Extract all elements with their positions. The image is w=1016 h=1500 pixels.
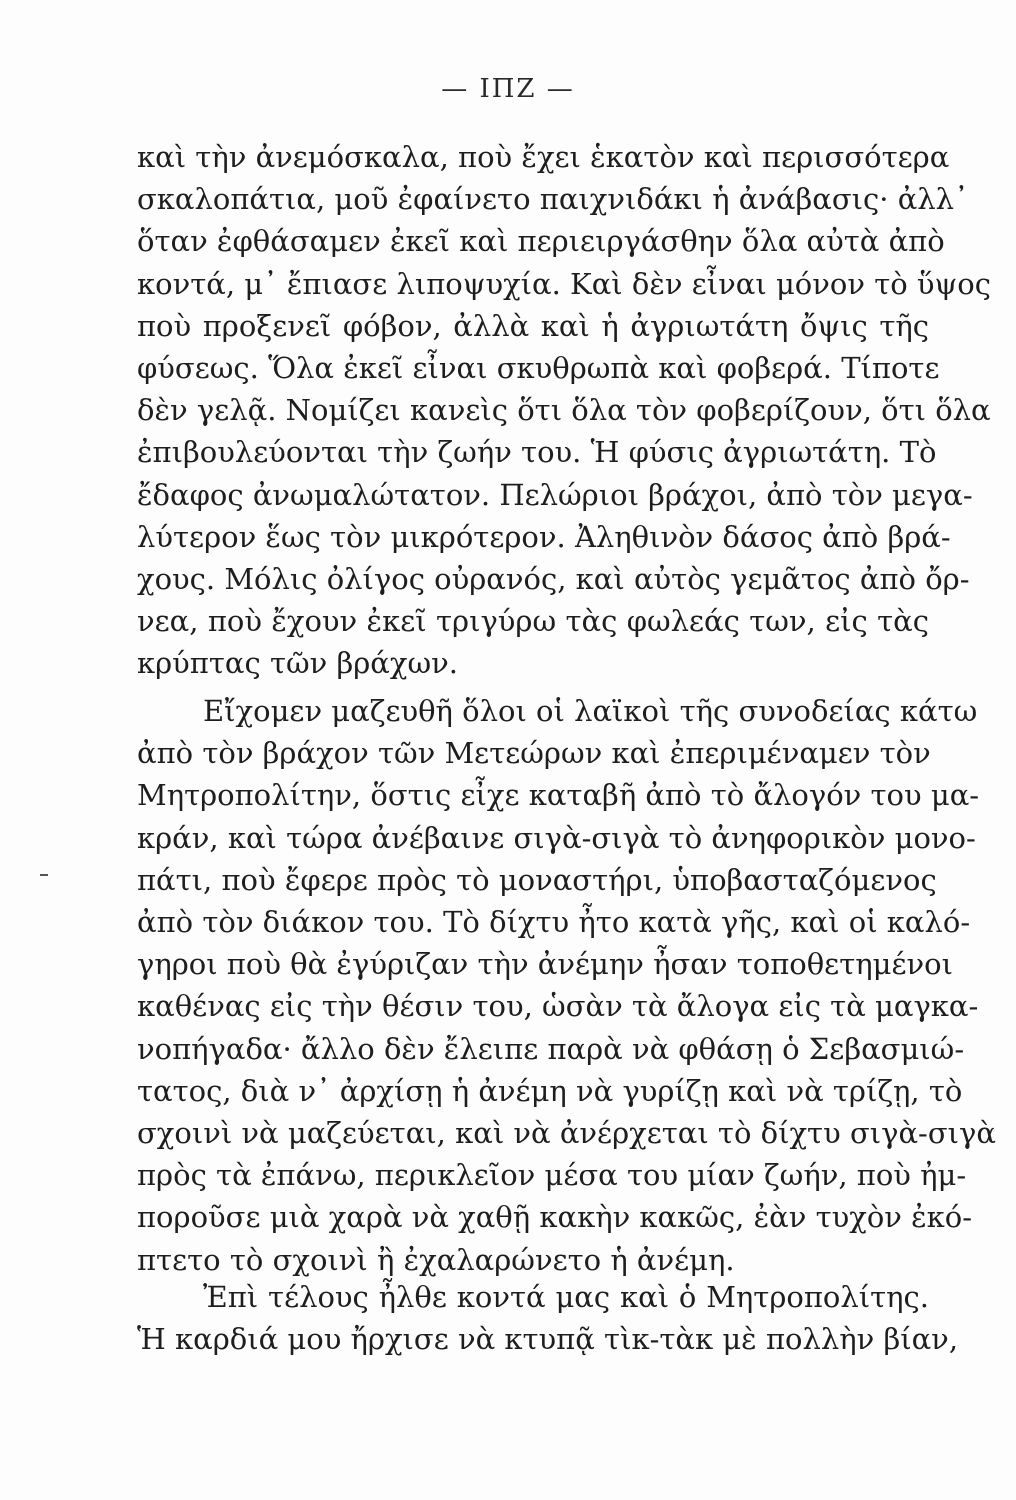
text-line: ἔδαφος ἀνωμαλώτατον. Πελώριοι βράχοι, ἀπὸ τὸν μεγα- — [137, 477, 973, 512]
text-line: φύσεως. Ὅλα ἐκεῖ εἶναι σκυθρωπὰ καὶ φοβερά. Τίποτε — [137, 351, 940, 386]
text-line: ἀπὸ τὸν βράχον τῶν Μετεώρων καὶ ἐπεριμέναμεν τὸν — [137, 736, 931, 771]
text-line: ἀπὸ τὸν διάκον του. Τὸ δίχτυ ἦτο κατὰ γῆς, καὶ οἱ καλό- — [137, 905, 971, 940]
text-line: Εἴχομεν μαζευθῆ ὅλοι οἱ λαϊκοὶ τῆς συνοδείας κάτω — [203, 694, 978, 728]
text-line: σχοινὶ νὰ μαζεύεται, καὶ νὰ ἀνέρχεται τὸ δίχτυ σιγὰ-σιγὰ — [137, 1116, 996, 1151]
text-line: κρύπτας τῶν βράχων. — [137, 646, 458, 681]
text-line: πτετο τὸ σχοινὶ ἢ ἐχαλαρώνετο ἡ ἀνέμη. — [137, 1242, 735, 1277]
text-line: νεα, ποὺ ἔχουν ἐκεῖ τριγύρω τὰς φωλεάς των, εἰς τὰς — [137, 604, 929, 639]
paragraph-1 — [137, 136, 991, 685]
text-line: Ἐπὶ τέλους ἦλθε κοντά μας καὶ ὁ Μητροπολίτης. — [203, 1280, 929, 1314]
text-line: κοντά, μ᾽ ἔπιασε λιποψυχία. Καὶ δὲν εἶναι μόνον τὸ ὕψος — [137, 266, 991, 301]
text-line: χους. Μόλις ὀλίγος οὐρανός, καὶ αὐτὸς γεμᾶτος ἀπὸ ὄρ- — [137, 562, 970, 597]
text-line: καθένας εἰς τὴν θέσιν του, ὡσὰν τὰ ἄλογα εἰς τὰ μαγκα- — [137, 989, 979, 1024]
paragraph-2 — [137, 690, 996, 1281]
text-line: Μητροπολίτην, ὅστις εἶχε καταβῆ ἀπὸ τὸ ἄλογόν του μα- — [137, 778, 980, 813]
paragraph-3 — [137, 1276, 959, 1360]
text-line: ποροῦσε μιὰ χαρὰ νὰ χαθῇ κακὴν κακῶς, ἐὰν τυχὸν ἐκό- — [137, 1200, 973, 1235]
margin-mark — [40, 874, 48, 876]
text-line: πρὸς τὰ ἐπάνω, περικλεῖον μέσα του μίαν ζωήν, ποὺ ἠμ- — [137, 1158, 967, 1193]
text-line: καὶ τὴν ἀνεμόσκαλα, ποὺ ἔχει ἑκατὸν καὶ περισσότερα — [137, 140, 950, 174]
text-line: ἐπιβουλεύονται τὴν ζωήν του. Ἡ φύσις ἀγριωτάτη. Τὸ — [137, 435, 937, 470]
text-line: Ἡ καρδιά μου ἤρχισε νὰ κτυπᾷ τὶκ-τὰκ μὲ πολλὴν βίαν, — [137, 1322, 959, 1357]
text-line: κράν, καὶ τώρα ἀνέβαινε σιγὰ-σιγὰ τὸ ἀνηφορικὸν μονο- — [137, 820, 976, 855]
text-line: γηροι ποὺ θὰ ἐγύριζαν τὴν ἀνέμην ἦσαν τοποθετημένοι — [137, 947, 953, 982]
text-line: σκαλοπάτια, μοῦ ἐφαίνετο παιχνιδάκι ἡ ἀνάβασις· ἀλλ᾽ — [137, 182, 969, 217]
text-line: δὲν γελᾷ. Νομίζει κανεὶς ὅτι ὅλα τὸν φοβερίζουν, ὅτι ὅλα — [137, 393, 991, 428]
text-line: ποὺ προξενεῖ φόβον, ἀλλὰ καὶ ἡ ἀγριωτάτη ὄψις τῆς — [137, 308, 929, 343]
text-line: νοπήγαδα· ἄλλο δὲν ἔλειπε παρὰ νὰ φθάσῃ ὁ Σεβασμιώ- — [137, 1031, 965, 1066]
text-line: πάτι, ποὺ ἔφερε πρὸς τὸ μοναστήρι, ὑποβασταζόμενος — [137, 862, 937, 897]
text-line: λύτερον ἕως τὸν μικρότερον. Ἀληθινὸν δάσος ἀπὸ βρά- — [137, 519, 951, 554]
text-line: τατος, διὰ ν᾽ ἀρχίσῃ ἡ ἀνέμη νὰ γυρίζῃ καὶ νὰ τρίζῃ, τὸ — [137, 1073, 963, 1108]
page-number: — ΙΠΖ — — [441, 74, 575, 104]
text-line: ὅταν ἐφθάσαμεν ἐκεῖ καὶ περιειργάσθην ὅλα αὐτὰ ἀπὸ — [137, 224, 945, 259]
